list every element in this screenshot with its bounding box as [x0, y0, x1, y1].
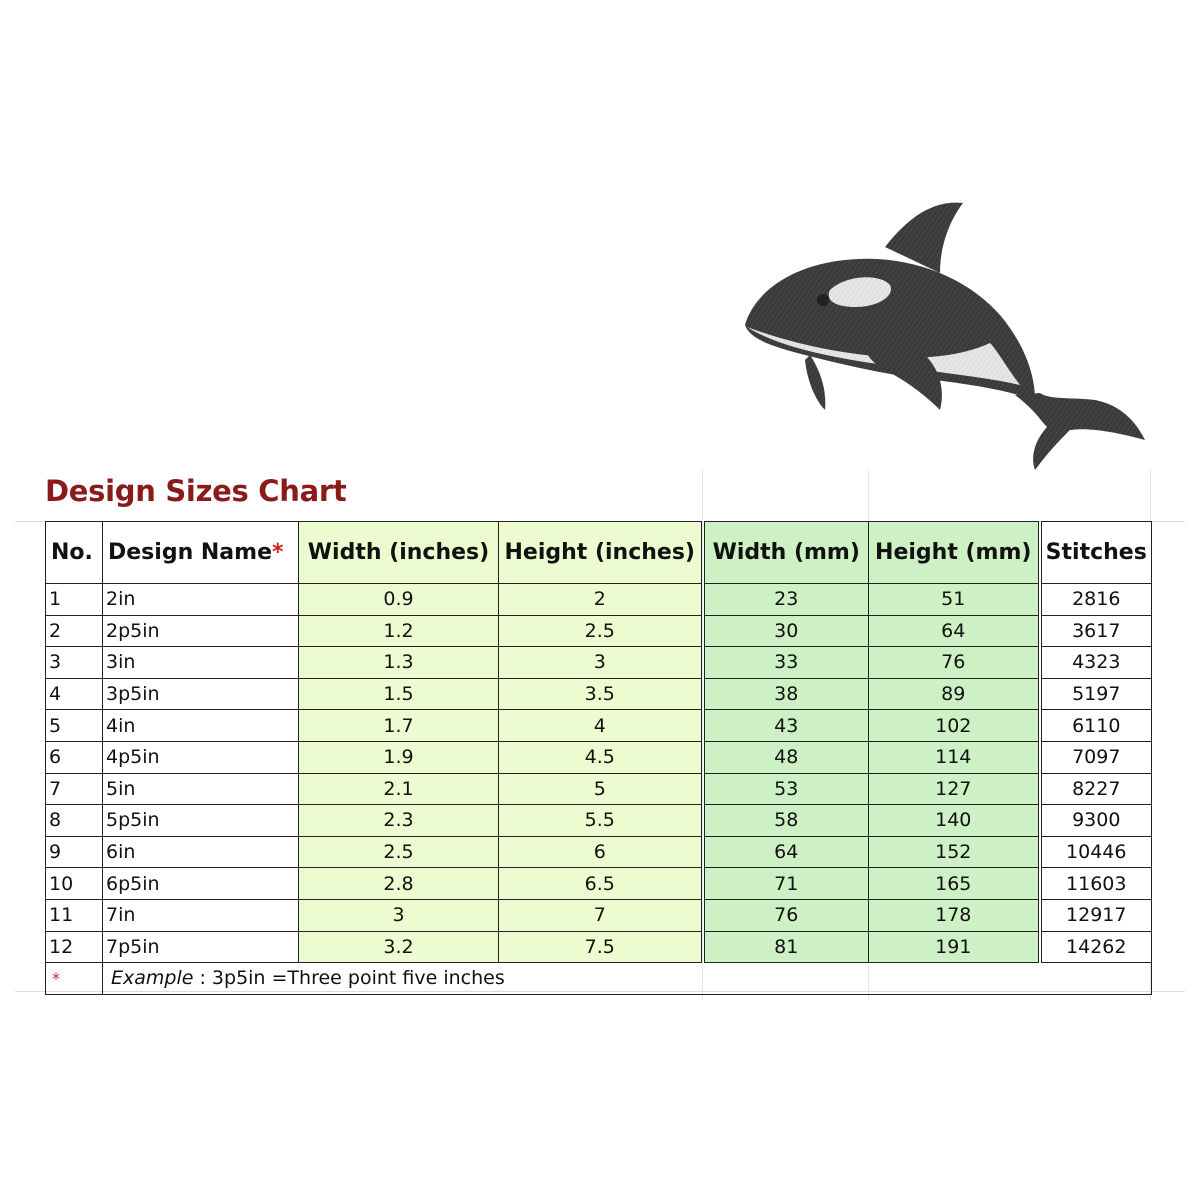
cell-design-name: 2in	[103, 584, 299, 616]
cell-height-inches: 7	[499, 899, 703, 931]
cell-no: 12	[46, 931, 103, 963]
cell-height-mm: 127	[869, 773, 1040, 805]
cell-height-inches: 3.5	[499, 678, 703, 710]
cell-width-inches: 1.3	[299, 647, 499, 679]
cell-width-mm: 43	[703, 710, 869, 742]
cell-design-name: 6in	[103, 836, 299, 868]
cell-height-inches: 5	[499, 773, 703, 805]
column-header-height-inches: Height (inches)	[499, 522, 703, 584]
column-header-height-mm: Height (mm)	[869, 522, 1040, 584]
cell-stitches: 3617	[1040, 615, 1152, 647]
cell-stitches: 2816	[1040, 584, 1152, 616]
cell-height-mm: 64	[869, 615, 1040, 647]
table-row	[46, 868, 1152, 900]
note-mark: *	[46, 963, 103, 995]
cell-no: 8	[46, 805, 103, 837]
cell-stitches: 5197	[1040, 678, 1152, 710]
cell-design-name: 5in	[103, 773, 299, 805]
cell-stitches: 11603	[1040, 868, 1152, 900]
cell-height-inches: 6.5	[499, 868, 703, 900]
column-header-width-inches: Width (inches)	[299, 522, 499, 584]
cell-stitches: 4323	[1040, 647, 1152, 679]
cell-width-inches: 2.8	[299, 868, 499, 900]
cell-width-inches: 3	[299, 899, 499, 931]
cell-height-inches: 2	[499, 584, 703, 616]
cell-width-mm: 76	[703, 899, 869, 931]
cell-width-mm: 33	[703, 647, 869, 679]
cell-height-inches: 6	[499, 836, 703, 868]
cell-height-mm: 165	[869, 868, 1040, 900]
cell-width-mm: 48	[703, 741, 869, 773]
cell-width-inches: 0.9	[299, 584, 499, 616]
cell-height-mm: 89	[869, 678, 1040, 710]
cell-stitches: 6110	[1040, 710, 1152, 742]
column-header-design-name: Design Name*	[103, 522, 299, 584]
cell-height-inches: 5.5	[499, 805, 703, 837]
cell-width-mm: 38	[703, 678, 869, 710]
cell-width-inches: 3.2	[299, 931, 499, 963]
cell-height-mm: 152	[869, 836, 1040, 868]
cell-width-inches: 1.9	[299, 741, 499, 773]
header-row	[46, 522, 1152, 584]
cell-stitches: 8227	[1040, 773, 1152, 805]
cell-width-inches: 2.3	[299, 805, 499, 837]
note-text: Example : 3p5in =Three point five inches	[103, 963, 1152, 995]
cell-no: 4	[46, 678, 103, 710]
cell-no: 10	[46, 868, 103, 900]
cell-no: 9	[46, 836, 103, 868]
cell-no: 6	[46, 741, 103, 773]
cell-design-name: 7p5in	[103, 931, 299, 963]
table-row	[46, 805, 1152, 837]
table-row	[46, 615, 1152, 647]
cell-stitches: 9300	[1040, 805, 1152, 837]
cell-height-inches: 3	[499, 647, 703, 679]
cell-design-name: 4in	[103, 710, 299, 742]
cell-height-mm: 102	[869, 710, 1040, 742]
cell-width-inches: 2.5	[299, 836, 499, 868]
cell-height-mm: 51	[869, 584, 1040, 616]
cell-design-name: 7in	[103, 899, 299, 931]
cell-no: 2	[46, 615, 103, 647]
cell-design-name: 5p5in	[103, 805, 299, 837]
cell-design-name: 4p5in	[103, 741, 299, 773]
cell-height-mm: 114	[869, 741, 1040, 773]
cell-width-mm: 58	[703, 805, 869, 837]
column-header-stitches: Stitches	[1040, 522, 1152, 584]
cell-design-name: 2p5in	[103, 615, 299, 647]
cell-stitches: 14262	[1040, 931, 1152, 963]
cell-width-mm: 53	[703, 773, 869, 805]
column-header-width-mm: Width (mm)	[703, 522, 869, 584]
cell-height-mm: 140	[869, 805, 1040, 837]
cell-no: 5	[46, 710, 103, 742]
cell-design-name: 6p5in	[103, 868, 299, 900]
cell-height-mm: 76	[869, 647, 1040, 679]
cell-stitches: 10446	[1040, 836, 1152, 868]
column-header-no: No.	[46, 522, 103, 584]
cell-no: 7	[46, 773, 103, 805]
cell-design-name: 3in	[103, 647, 299, 679]
required-mark: *	[272, 540, 284, 565]
cell-height-mm: 191	[869, 931, 1040, 963]
cell-no: 1	[46, 584, 103, 616]
cell-width-inches: 1.5	[299, 678, 499, 710]
design-sizes-table	[45, 521, 1152, 995]
cell-width-mm: 81	[703, 931, 869, 963]
table-row	[46, 931, 1152, 963]
cell-stitches: 7097	[1040, 741, 1152, 773]
cell-no: 3	[46, 647, 103, 679]
cell-height-inches: 2.5	[499, 615, 703, 647]
orca-whale-icon	[735, 195, 1155, 480]
table-row	[46, 773, 1152, 805]
cell-no: 11	[46, 899, 103, 931]
cell-height-inches: 7.5	[499, 931, 703, 963]
cell-width-mm: 30	[703, 615, 869, 647]
cell-width-inches: 1.2	[299, 615, 499, 647]
table-row	[46, 678, 1152, 710]
cell-height-mm: 178	[869, 899, 1040, 931]
table-row	[46, 647, 1152, 679]
chart-title: Design Sizes Chart	[45, 474, 347, 508]
table-row	[46, 584, 1152, 616]
cell-width-mm: 23	[703, 584, 869, 616]
cell-width-inches: 2.1	[299, 773, 499, 805]
table-row	[46, 710, 1152, 742]
table-row	[46, 741, 1152, 773]
cell-width-mm: 71	[703, 868, 869, 900]
note-row	[46, 963, 1152, 995]
cell-height-inches: 4.5	[499, 741, 703, 773]
cell-height-inches: 4	[499, 710, 703, 742]
cell-design-name: 3p5in	[103, 678, 299, 710]
table-row	[46, 899, 1152, 931]
table-row	[46, 836, 1152, 868]
cell-width-mm: 64	[703, 836, 869, 868]
cell-width-inches: 1.7	[299, 710, 499, 742]
cell-stitches: 12917	[1040, 899, 1152, 931]
